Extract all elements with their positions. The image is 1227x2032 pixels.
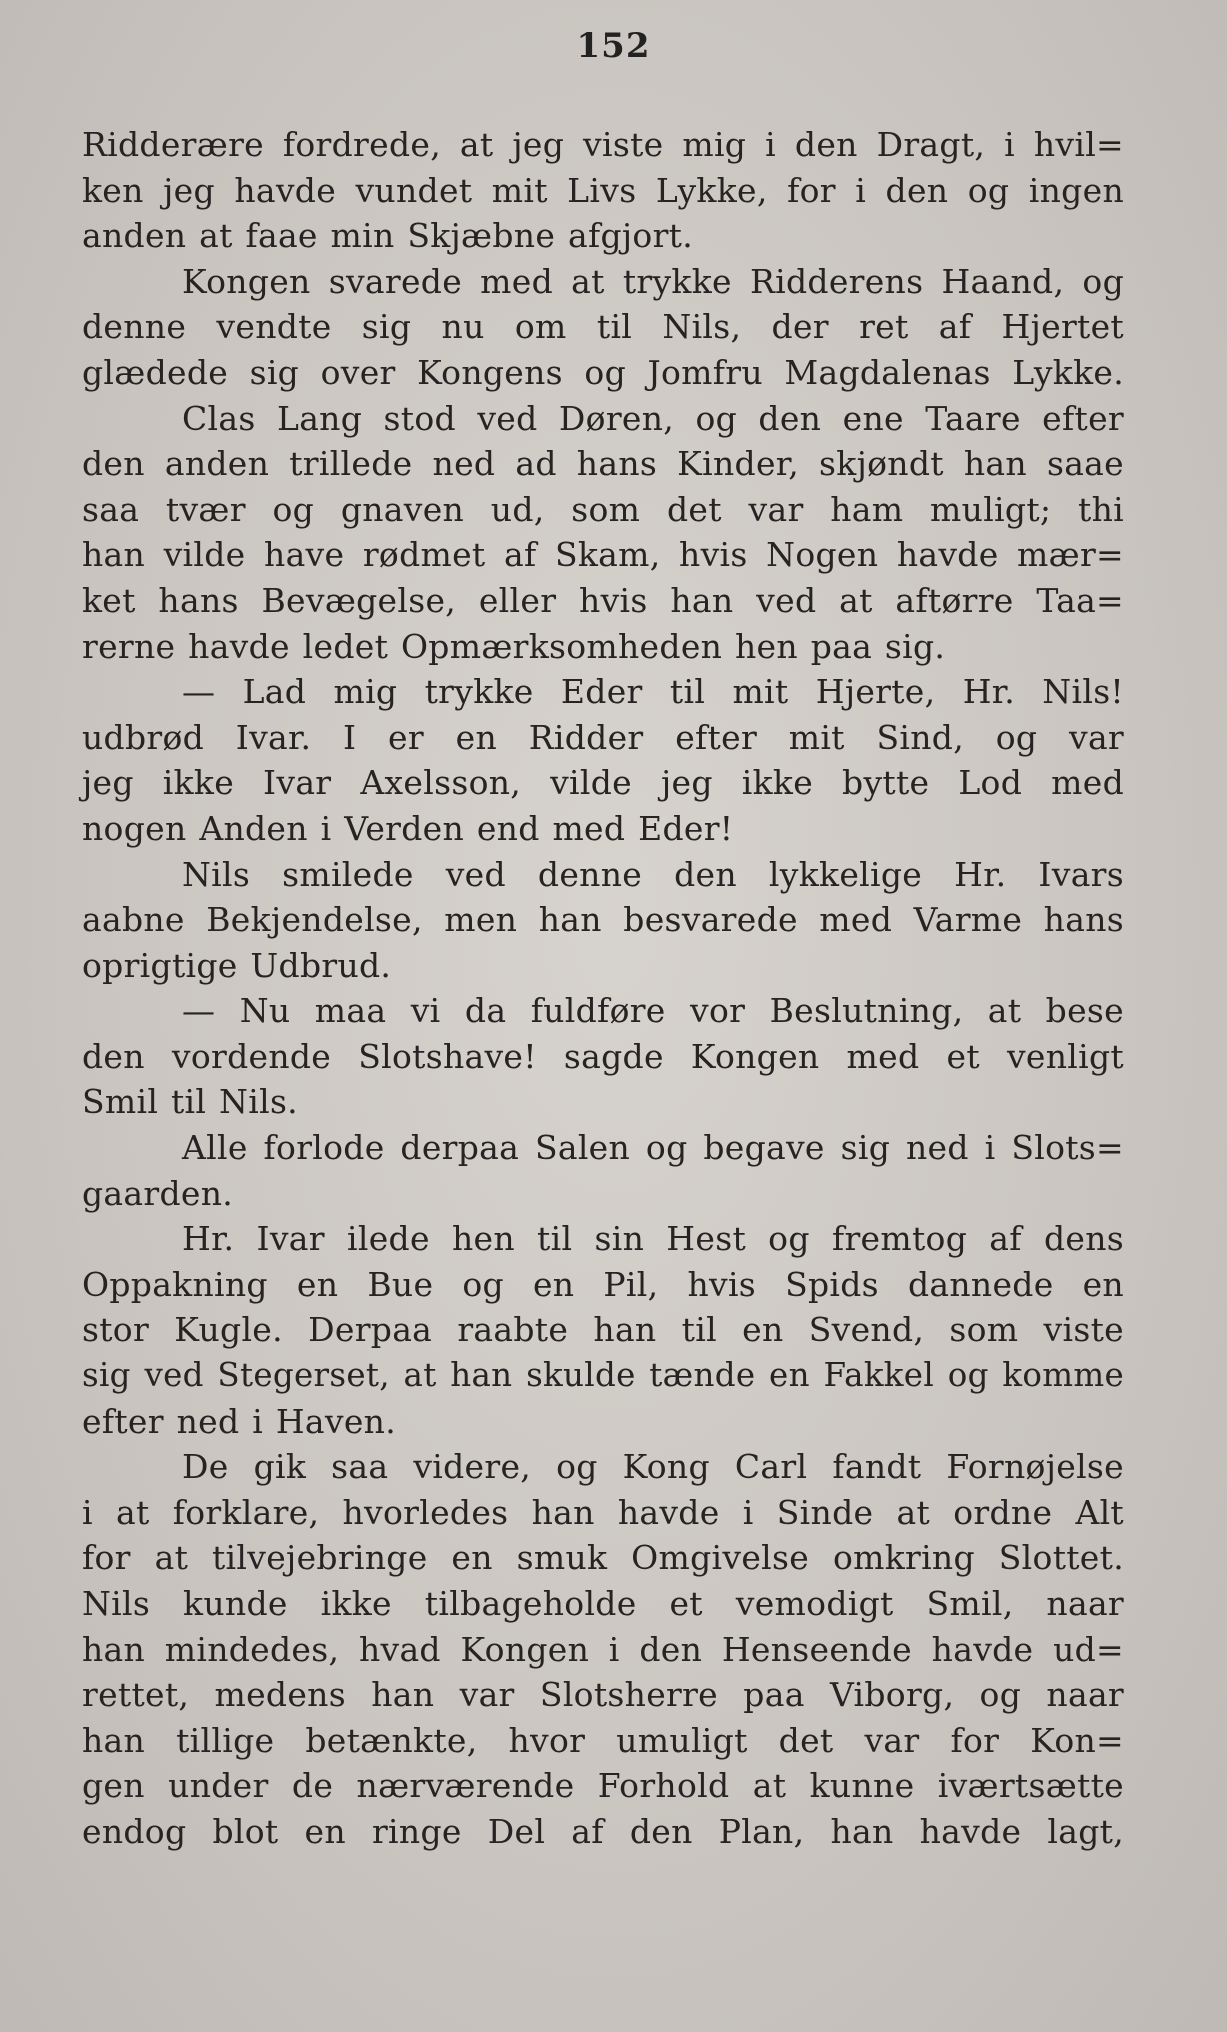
text-line: gaarden. — [82, 1173, 234, 1213]
text-line: Alle forlode derpaa Salen og begave sig ned i Slots= — [182, 1128, 1124, 1168]
text-line: oprigtige Udbrud. — [82, 945, 392, 985]
text-line: sig ved Stegerset, at han skulde tænde en Fakkel og komme — [82, 1356, 1124, 1395]
text-line: han mindedes, hvad Kongen i den Henseende havde ud= — [82, 1629, 1124, 1669]
text-line: Nils smilede ved denne den lykkelige Hr. Ivars — [182, 854, 1124, 894]
text-line: — Nu maa vi da fuldføre vor Beslutning, at bese — [182, 991, 1124, 1031]
text-line: for at tilvejebringe en smuk Omgivelse omkring Slottet. — [82, 1538, 1124, 1578]
text-line: han vilde have rødmet af Skam, hvis Nogen havde mær= — [82, 535, 1124, 575]
text-line: Smil til Nils. — [82, 1082, 298, 1122]
text-line: Ridderære fordrede, at jeg viste mig i den Dragt, i hvil= — [82, 125, 1124, 164]
text-line: Kongen svarede med at trykke Ridderens Haand, og — [182, 261, 1124, 301]
page-number: 152 — [576, 26, 651, 66]
text-line: rerne havde ledet Opmærksomheden hen paa sig. — [82, 626, 946, 666]
text-line: efter ned i Haven. — [82, 1401, 397, 1441]
text-line: — Lad mig trykke Eder til mit Hjerte, Hr. Nils! — [182, 672, 1124, 712]
text-line: den anden trillede ned ad hans Kinder, skjøndt han saae — [82, 444, 1124, 484]
text-line: udbrød Ivar. I er en Ridder efter mit Sind, og var — [82, 717, 1124, 757]
text-line: De gik saa videre, og Kong Carl fandt Fornøjelse — [182, 1447, 1124, 1487]
text-line: Clas Lang stod ved Døren, og den ene Taare efter — [182, 398, 1124, 438]
text-line: jeg ikke Ivar Axelsson, vilde jeg ikke bytte Lod med — [82, 763, 1124, 803]
text-line: anden at faae min Skjæbne afgjort. — [82, 216, 694, 256]
text-line: ken jeg havde vundet mit Livs Lykke, for i den og ingen — [82, 170, 1124, 210]
text-line: den vordende Slotshave! sagde Kongen med et venligt — [82, 1036, 1124, 1076]
text-line: gen under de nærværende Forhold at kunne iværtsætte — [82, 1766, 1124, 1806]
text-line: saa tvær og gnaven ud, som det var ham muligt; thi — [82, 489, 1124, 529]
text-line: denne vendte sig nu om til Nils, der ret af Hjertet — [82, 307, 1124, 347]
text-line: ket hans Bevægelse, eller hvis han ved at aftørre Taa= — [82, 580, 1124, 620]
text-line: han tillige betænkte, hvor umuligt det var for Kon= — [82, 1720, 1124, 1760]
text-line: Hr. Ivar ilede hen til sin Hest og fremtog af dens — [182, 1219, 1124, 1259]
text-line: i at forklare, hvorledes han havde i Sinde at ordne Alt — [82, 1492, 1124, 1532]
text-line: Oppakning en Bue og en Pil, hvis Spids dannede en — [82, 1264, 1124, 1304]
text-line: aabne Bekjendelse, men han besvarede med Varme hans — [82, 900, 1124, 940]
text-line: stor Kugle. Derpaa raabte han til en Svend, som viste — [82, 1310, 1124, 1350]
body-text — [82, 122, 1124, 1855]
text-line: nogen Anden i Verden end med Eder! — [82, 808, 734, 848]
text-line: Nils kunde ikke tilbageholde et vemodigt Smil, naar — [82, 1584, 1124, 1623]
text-line: glædede sig over Kongens og Jomfru Magdalenas Lykke. — [82, 352, 1124, 392]
text-line: endog blot en ringe Del af den Plan, han havde lagt, — [82, 1811, 1124, 1851]
text-line: rettet, medens han var Slotsherre paa Viborg, og naar — [82, 1675, 1124, 1715]
